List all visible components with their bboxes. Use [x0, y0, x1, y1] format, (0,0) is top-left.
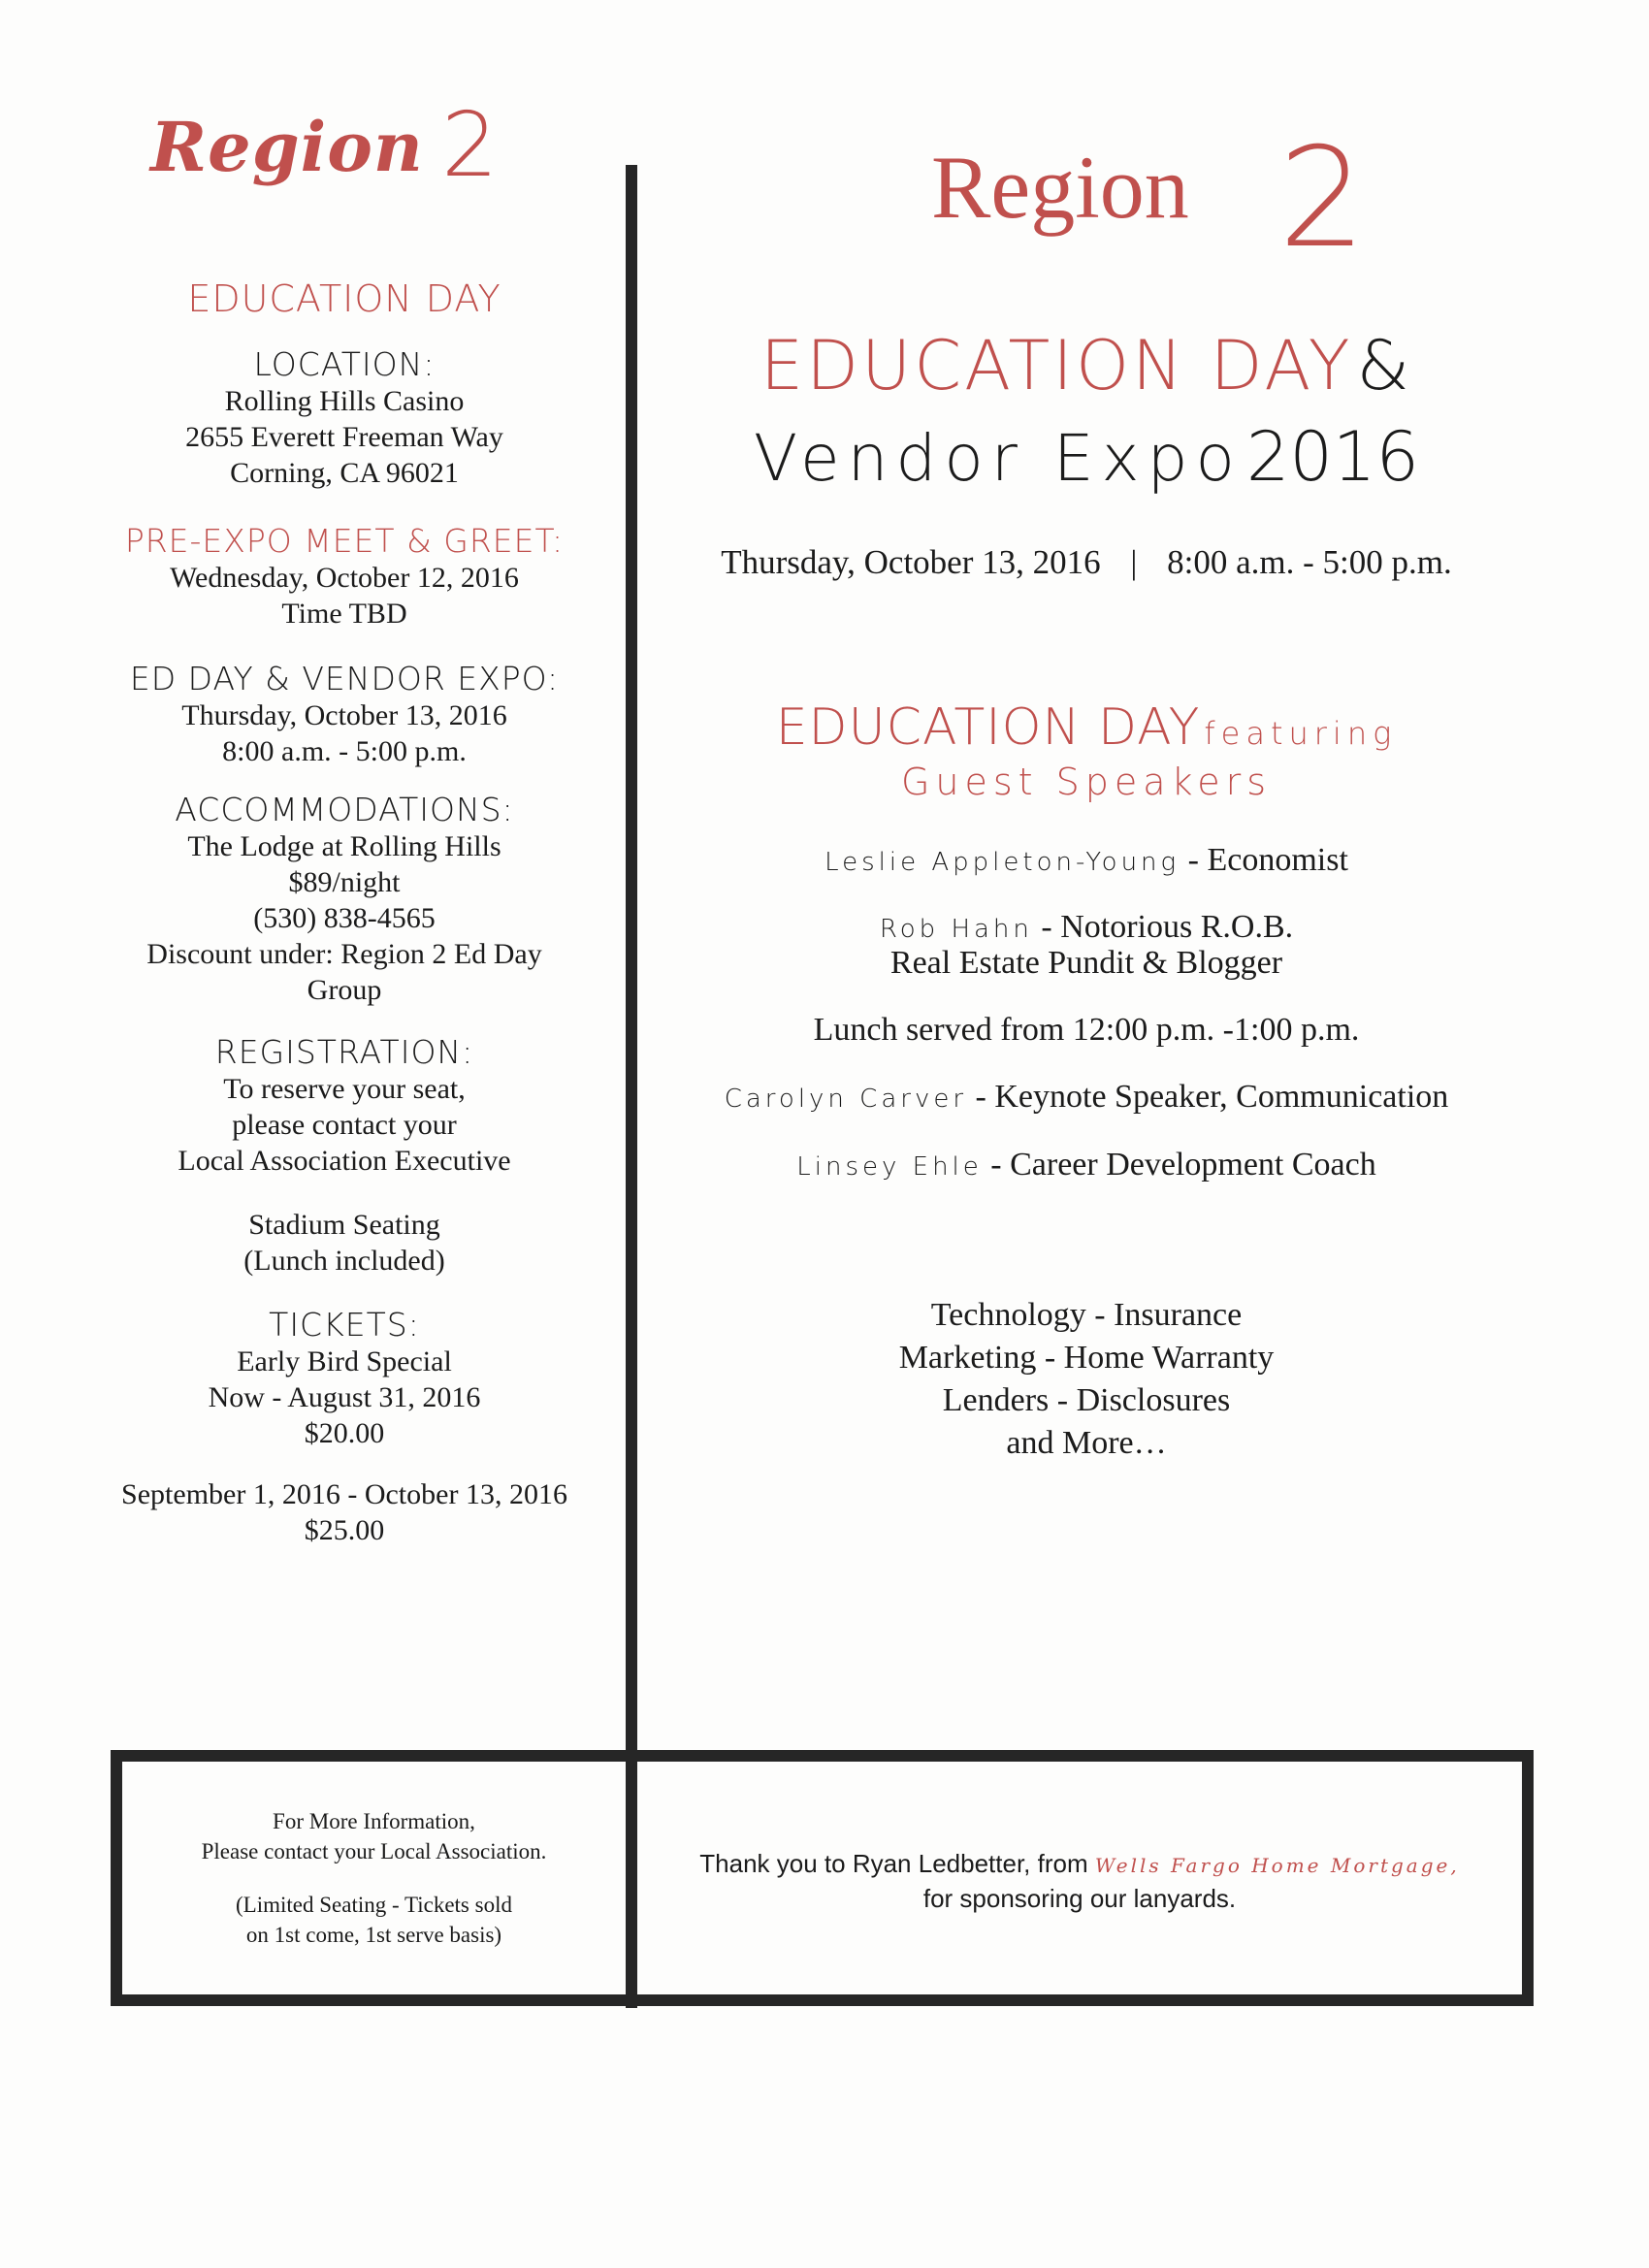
featuring-main: EDUCATION DAY: [775, 698, 1201, 757]
edday-label: ED DAY & VENDOR EXPO:: [129, 660, 560, 697]
vendor-expo-title: [640, 417, 1533, 497]
guest-speakers-heading: Guest Speakers: [900, 761, 1273, 803]
preexpo-label: PRE-EXPO MEET & GREET:: [124, 522, 565, 560]
speaker-role: - Notorious R.O.B.: [1032, 909, 1294, 945]
location-section: [78, 345, 611, 491]
speaker-name: Linsey Ehle: [796, 1152, 983, 1182]
vendor-expo-text: Vendor Expo: [753, 421, 1243, 496]
featuring-heading: [640, 698, 1533, 757]
speaker-role: - Economist: [1180, 842, 1348, 878]
speaker-name: Carolyn Carver: [724, 1085, 968, 1114]
accommodations-line: $89/night: [288, 866, 401, 898]
lunch-line: Lunch served from 12:00 p.m. -1:00 p.m.: [813, 1012, 1360, 1048]
late-tickets-line: $25.00: [304, 1514, 385, 1546]
speaker-line: [640, 1077, 1533, 1117]
edday-section: [78, 660, 611, 769]
main-title: [640, 326, 1533, 405]
accommodations-section: [78, 791, 611, 1008]
location-line: Corning, CA 96021: [230, 457, 459, 489]
speaker-second-line: Real Estate Pundit & Blogger: [889, 945, 1283, 981]
accommodations-line: Group: [307, 974, 382, 1006]
speaker-role: - Keynote Speaker, Communication: [967, 1079, 1449, 1115]
vertical-divider: [626, 165, 637, 2008]
location-label: LOCATION:: [253, 345, 436, 383]
event-date-line: [640, 543, 1533, 582]
sponsor-prefix: Thank you to Ryan Ledbetter, from: [699, 1849, 1095, 1878]
speaker-name: Leslie Appleton-Young: [824, 848, 1180, 877]
late-tickets-section: [78, 1476, 611, 1548]
vendor-list-item: Technology - Insurance: [930, 1297, 1243, 1333]
registration-label: REGISTRATION:: [214, 1033, 474, 1071]
vendor-list: [640, 1294, 1533, 1465]
tickets-line: $20.00: [304, 1417, 385, 1449]
footer-left-text: [122, 1806, 626, 1950]
footer-info-line: Please contact your Local Association.: [201, 1839, 547, 1863]
tickets-section: [78, 1306, 611, 1451]
speaker-role: - Career Development Coach: [982, 1147, 1376, 1183]
main-title-amp: &: [1356, 326, 1413, 405]
sponsor-line: [637, 1847, 1522, 1882]
region-title-word: Region: [931, 138, 1189, 237]
location-line: 2655 Everett Freeman Way: [185, 421, 503, 453]
vendor-list-item: Lenders - Disclosures: [942, 1382, 1231, 1418]
footer-info-line: on 1st come, 1st serve basis): [245, 1923, 502, 1947]
featuring-word: featuring: [1204, 715, 1398, 752]
left-heading: EDUCATION DAY: [187, 277, 501, 320]
accommodations-line: The Lodge at Rolling Hills: [187, 830, 501, 862]
registration-section: [78, 1033, 611, 1179]
footer-right-text: [637, 1847, 1522, 1915]
speaker-line: [640, 1145, 1533, 1184]
region-logo-number: 2: [441, 93, 499, 197]
speaker-line: [640, 840, 1533, 880]
preexpo-line: Wednesday, October 12, 2016: [170, 562, 519, 594]
vendor-list-item: Marketing - Home Warranty: [898, 1340, 1275, 1376]
accommodations-label: ACCOMMODATIONS:: [175, 791, 514, 828]
location-line: Rolling Hills Casino: [224, 385, 465, 417]
speaker-name: Rob Hahn: [879, 915, 1033, 944]
event-date: Thursday, October 13, 2016: [721, 543, 1101, 581]
sponsor-name: Wells Fargo Home Mortgage,: [1094, 1854, 1460, 1877]
registration-line: please contact your: [232, 1109, 457, 1141]
sponsor-suffix: for sponsoring our lanyards.: [922, 1884, 1237, 1913]
footer-info-line: For More Information,: [273, 1809, 475, 1833]
seating-line: (Lunch included): [243, 1245, 445, 1277]
registration-line: Local Association Executive: [178, 1145, 511, 1177]
region-title-number: 2: [1278, 118, 1367, 278]
preexpo-line: Time TBD: [281, 598, 407, 630]
registration-line: To reserve your seat,: [223, 1073, 466, 1105]
region-logo: [150, 93, 538, 204]
main-title-red: EDUCATION DAY: [760, 326, 1353, 405]
event-time: 8:00 a.m. - 5:00 p.m.: [1167, 543, 1452, 581]
speaker-line: [640, 907, 1533, 947]
footer-info-line: (Limited Seating - Tickets sold: [236, 1893, 512, 1917]
preexpo-section: [78, 522, 611, 632]
tickets-line: Now - August 31, 2016: [208, 1381, 481, 1413]
edday-line: 8:00 a.m. - 5:00 p.m.: [222, 735, 467, 767]
seating-line: Stadium Seating: [248, 1209, 440, 1241]
accommodations-line: (530) 838-4565: [253, 902, 436, 934]
edday-line: Thursday, October 13, 2016: [181, 699, 507, 731]
late-tickets-line: September 1, 2016 - October 13, 2016: [121, 1478, 567, 1510]
accommodations-line: Discount under: Region 2 Ed Day: [146, 938, 542, 970]
date-separator: |: [1130, 543, 1138, 581]
seating-section: [78, 1207, 611, 1279]
tickets-line: Early Bird Special: [237, 1345, 452, 1377]
vendor-expo-year: 2016: [1245, 417, 1420, 497]
region-logo-word: Region: [150, 107, 424, 187]
vendor-list-item: and More…: [1006, 1425, 1167, 1461]
tickets-label: TICKETS:: [269, 1306, 420, 1344]
